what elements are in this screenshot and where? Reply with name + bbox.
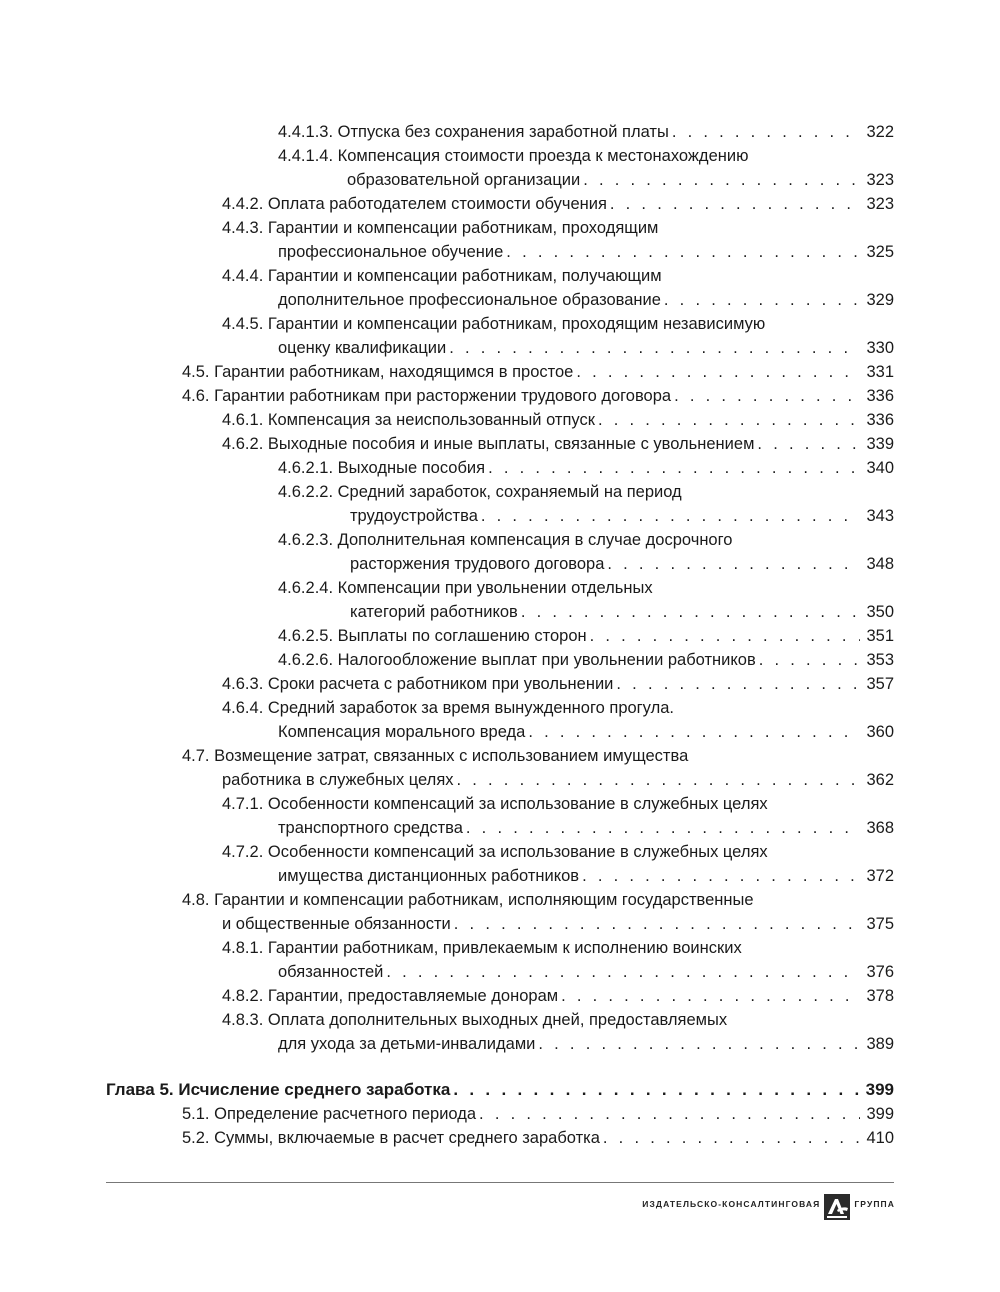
toc-entry-page: 351 <box>866 627 894 645</box>
toc-entry-title: 4.8.3. Оплата дополнительных выходных дней, предоставляемых <box>222 1011 728 1029</box>
toc-entry <box>222 264 894 288</box>
toc-entry <box>222 672 894 696</box>
toc-entry-title: имущества дистанционных работников <box>278 867 580 885</box>
toc-entry <box>278 720 894 744</box>
toc-entry-title: работника в служебных целях <box>222 771 454 789</box>
toc-entry <box>222 312 894 336</box>
toc-entry-page: 331 <box>866 363 894 381</box>
toc-entry <box>182 888 894 912</box>
toc-entry-title: 4.6. Гарантии работникам при расторжении трудового договора <box>182 387 672 405</box>
toc-entry <box>222 768 894 792</box>
toc-entry-page: 336 <box>866 387 894 405</box>
toc-entry-title: 4.4.4. Гарантии и компенсации работникам, получающим <box>222 267 662 285</box>
toc-entry-title: 4.6.2. Выходные пособия и иные выплаты, связанные с увольнением <box>222 435 755 453</box>
toc-entry <box>222 1008 894 1032</box>
toc-entry <box>278 120 894 144</box>
toc-entry-page: 340 <box>866 459 894 477</box>
toc-entry-title: 4.6.2.3. Дополнительная компенсация в случае досрочного <box>278 531 733 549</box>
toc-entry <box>278 480 894 504</box>
toc-entry <box>222 792 894 816</box>
toc-entry-page: 325 <box>866 243 894 261</box>
toc-entry-title: 4.8.2. Гарантии, предоставляемые донорам <box>222 987 559 1005</box>
toc-entry-title: и общественные обязанности <box>222 915 451 933</box>
toc-entry-title: 4.8.1. Гарантии работникам, привлекаемым к исполнению воинских <box>222 939 742 957</box>
toc-entry-page: 362 <box>866 771 894 789</box>
publisher-name: ИЗДАТЕЛЬСКО-КОНСАЛТИНГОВАЯ <box>642 1199 821 1209</box>
toc-entry-title: 5.1. Определение расчетного периода <box>182 1105 477 1123</box>
toc-entry-title: Глава 5. Исчисление среднего заработка <box>106 1080 451 1099</box>
toc-entry-page: 323 <box>866 171 894 189</box>
toc-entry-page: 376 <box>866 963 894 981</box>
toc-entry-page: 348 <box>866 555 894 573</box>
toc-entry-title: трудоустройства <box>350 507 478 525</box>
toc-entry <box>278 576 894 600</box>
toc-entry <box>222 840 894 864</box>
toc-entry-title: оценку квалификации <box>278 339 447 357</box>
toc-entry-title: расторжения трудового договора <box>350 555 605 573</box>
toc-entry-title: профессиональное обучение <box>278 243 504 261</box>
toc-entry <box>350 552 894 576</box>
toc-entry-title: для ухода за детьми-инвалидами <box>278 1035 536 1053</box>
toc-entry <box>278 624 894 648</box>
toc-entry-page: 399 <box>865 1080 894 1099</box>
toc-entry-title: дополнительное профессиональное образование <box>278 291 661 309</box>
toc-entry <box>182 360 894 384</box>
toc-entry <box>182 1102 894 1126</box>
toc-entry-page: 357 <box>866 675 894 693</box>
toc-entry-page: 329 <box>866 291 894 309</box>
toc-entry-page: 360 <box>866 723 894 741</box>
toc-entry <box>222 936 894 960</box>
toc-entry <box>278 960 894 984</box>
toc-entry-title: 5.2. Суммы, включаемые в расчет среднего заработка <box>182 1129 600 1147</box>
toc-entry-page: 330 <box>866 339 894 357</box>
footer-divider <box>106 1182 894 1183</box>
toc-entry-title: 4.6.2.1. Выходные пособия <box>278 459 486 477</box>
toc-entry-title: 4.8. Гарантии и компенсации работникам, исполняющим государственные <box>182 891 754 909</box>
toc-entry <box>278 1032 894 1056</box>
toc-entry-page: 410 <box>866 1129 894 1147</box>
toc-entry <box>222 696 894 720</box>
toc-entry-title: 4.6.3. Сроки расчета с работником при увольнении <box>222 675 614 693</box>
toc-entry <box>182 1126 894 1150</box>
toc-entry-page: 389 <box>866 1035 894 1053</box>
toc-entry-page: 339 <box>866 435 894 453</box>
toc-entry <box>278 288 894 312</box>
toc-entry-page: 399 <box>866 1105 894 1123</box>
publisher-mark <box>642 1188 895 1220</box>
toc-entry-title: обязанностей <box>278 963 384 981</box>
toc-entry-page: 353 <box>866 651 894 669</box>
toc-entry-page: 322 <box>866 123 894 141</box>
toc-entry <box>350 600 894 624</box>
toc-chapter-heading <box>106 1078 894 1102</box>
toc-entry-title: 4.6.2.2. Средний заработок, сохраняемый на период <box>278 483 682 501</box>
publisher-group: ГРУППА <box>854 1199 895 1209</box>
toc-entry <box>278 336 894 360</box>
toc-entry-title: 4.6.1. Компенсация за неиспользованный отпуск <box>222 411 595 429</box>
toc-entry <box>182 384 894 408</box>
toc-entry-title: транспортного средства <box>278 819 463 837</box>
toc-entry <box>182 744 894 768</box>
toc-entry-title: 4.4.1.3. Отпуска без сохранения заработной платы <box>278 123 669 141</box>
toc-entry <box>278 456 894 480</box>
toc-entry <box>350 504 894 528</box>
toc-entry-title: категорий работников <box>350 603 518 621</box>
toc-entry <box>278 816 894 840</box>
toc-entry-page: 323 <box>866 195 894 213</box>
publisher-logo-icon <box>824 1194 850 1220</box>
toc-entry-title: 4.6.2.6. Налогообложение выплат при увольнении работников <box>278 651 756 669</box>
toc-entry-title: 4.7. Возмещение затрат, связанных с использованием имущества <box>182 747 689 765</box>
toc-entry-page: 375 <box>866 915 894 933</box>
toc-entry <box>278 144 894 168</box>
toc-entry <box>278 240 894 264</box>
toc-entry <box>222 216 894 240</box>
toc-entry-title: Компенсация морального вреда <box>278 723 526 741</box>
toc-entry-title: 4.7.1. Особенности компенсаций за использование в служебных целях <box>222 795 768 813</box>
toc-entry <box>222 912 894 936</box>
toc-entry-page: 372 <box>866 867 894 885</box>
toc-entry <box>278 864 894 888</box>
toc-entry <box>222 984 894 1008</box>
toc-entry <box>222 192 894 216</box>
toc-entry <box>278 528 894 552</box>
toc-entry-title: 4.7.2. Особенности компенсаций за использование в служебных целях <box>222 843 768 861</box>
toc-entry-title: 4.4.5. Гарантии и компенсации работникам, проходящим независимую <box>222 315 766 333</box>
toc-entry <box>278 648 894 672</box>
toc-entry-title: 4.6.2.5. Выплаты по соглашению сторон <box>278 627 587 645</box>
toc-entry-title: 4.5. Гарантии работникам, находящимся в простое <box>182 363 574 381</box>
toc-entry-title: 4.4.3. Гарантии и компенсации работникам, проходящим <box>222 219 659 237</box>
toc-entry-page: 350 <box>866 603 894 621</box>
toc-entry-page: 368 <box>866 819 894 837</box>
toc-entry-title: 4.6.4. Средний заработок за время вынужденного прогула. <box>222 699 674 717</box>
toc-entry-page: 336 <box>866 411 894 429</box>
toc-entry-title: 4.6.2.4. Компенсации при увольнении отдельных <box>278 579 653 597</box>
toc-entry <box>347 168 894 192</box>
toc-entry <box>222 432 894 456</box>
toc-entry-title: 4.4.2. Оплата работодателем стоимости обучения <box>222 195 607 213</box>
toc-entry-page: 378 <box>866 987 894 1005</box>
toc-entry-title: 4.4.1.4. Компенсация стоимости проезда к местонахождению <box>278 147 749 165</box>
toc-entry <box>222 408 894 432</box>
toc-entry-title: образовательной организации <box>347 171 581 189</box>
toc-entry-page: 343 <box>866 507 894 525</box>
